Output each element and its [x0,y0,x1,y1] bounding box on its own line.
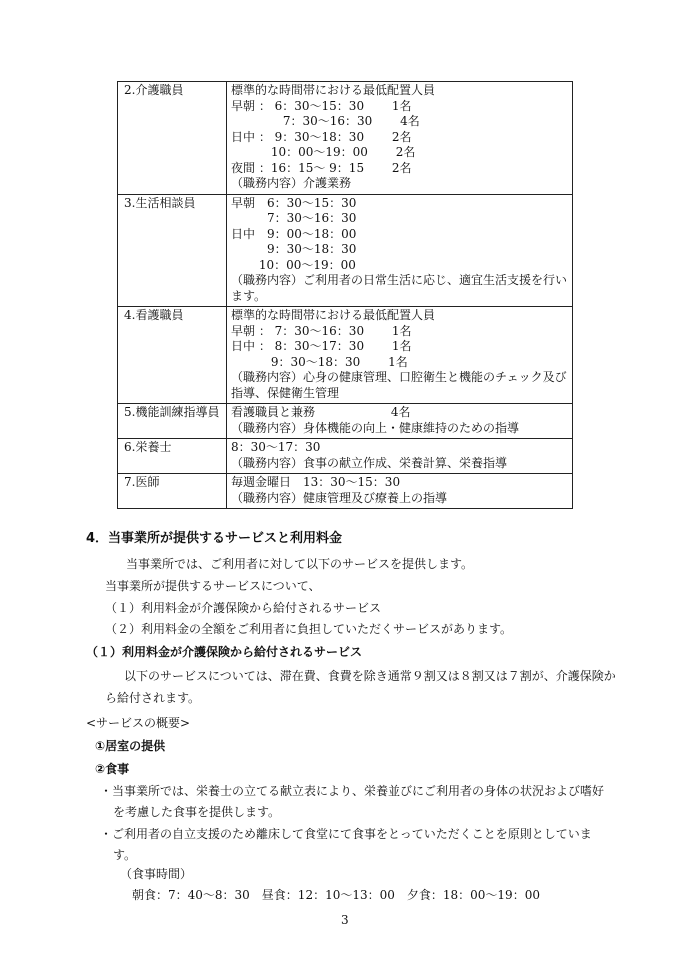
staff-row [118,307,573,404]
duty-line: 日中 9：00～18：00 [231,226,357,241]
duty-line: （職務内容）心身の健康管理、口腔衛生と機能のチェック及び指導、保健衛生管理 [231,370,567,400]
staff-role: 7.医師 [118,474,227,509]
staff-duties [227,439,573,474]
bullet-2-line2: す。 [113,848,137,862]
duty-line: 7：30～16：30 [231,211,357,225]
bullet-1-line2: を考慮した食事を提供します。 [113,805,281,819]
staff-duties [227,307,573,404]
duty-line: 10：00～19：00 2名 [231,145,416,159]
staff-role: 5.機能訓練指導員 [118,404,227,439]
duty-line: 9：30～18：30 [231,242,357,256]
duty-line: 早朝 ： 6：30～15：30 1名 [231,98,412,113]
staff-table [117,81,573,509]
duty-line: 8：30～17：30 [231,440,321,454]
staff-role: 2.介護職員 [118,82,227,195]
staff-role: 6.栄養士 [118,439,227,474]
subsection-1-text-line1: 以下のサービスについては、滞在費、食費を除き通常９割又は８割又は７割が、介護保険か [124,669,616,683]
duty-line: 標準的な時間帯における最低配置人員 [231,308,436,322]
meal-times: 朝食：7：40～8：30 昼食：12：10～13：00 夕食：18：00～19：00 [132,888,540,902]
service-room: ①居室の提供 [95,739,166,753]
duty-line: 早朝 6：30～15：30 [231,195,357,210]
staff-role: 4.看護職員 [118,307,227,404]
staff-row [118,404,573,439]
staff-duties [227,474,573,509]
service-category-1: （１）利用料金が介護保険から給付されるサービス [105,601,382,615]
intro-text-1: 当事業所では、ご利用者に対して以下のサービスを提供します。 [126,557,474,571]
duty-line: （職務内容）健康管理及び療養上の指導 [231,490,448,505]
service-overview-label: <サービスの概要> [86,716,191,730]
duty-line: 日中 ： 9：30～18：30 2名 [231,129,412,144]
duty-line: （職務内容）食事の献立作成、栄養計算、栄養指導 [231,455,508,470]
staff-duties [227,82,573,195]
duty-line: 標準的な時間帯における最低配置人員 [231,83,436,97]
bullet-1-line1: ・当事業所では、栄養士の立てる献立表により、栄養並びにご利用者の身体の状況および嗜好 [100,784,605,798]
page-number: 3 [341,913,349,927]
duty-line: 夜間 ：16：15～ 9：15 2名 [231,160,412,175]
duty-line: （職務内容）介護業務 [231,176,352,190]
staff-duties [227,404,573,439]
duty-line: 日中 ： 8：30～17：30 1名 [231,339,412,353]
duty-line: （職務内容）身体機能の向上・健康維持のための指導 [231,420,520,435]
duty-line: 7：30～16：30 4名 [231,114,420,128]
section-4-heading: 4．当事業所が提供するサービスと利用料金 [86,531,343,546]
staff-role: 3.生活相談員 [118,194,227,307]
bullet-2-line1: ・ご利用者の自立支援のため離床して食堂にて食事をとっていただくことを原則としていま [100,827,592,841]
service-category-2: （２）利用料金の全額をご利用者に負担していただくサービスがあります。 [105,622,513,636]
staff-row [118,439,573,474]
staff-row [118,82,573,195]
meal-time-label: （食事時間） [120,867,193,881]
duty-line: （職務内容）ご利用者の日常生活に応じ、適宜生活支援を行います。 [231,273,568,303]
duty-line: 毎週金曜日 13：30～15：30 [231,475,401,489]
staff-duties [227,194,573,307]
duty-line: 早朝 ： 7：30～16：30 1名 [231,323,412,338]
duty-line: 9：30～18：30 1名 [231,354,408,369]
service-meal: ②食事 [95,762,130,776]
subsection-1-text-line2: ら給付されます。 [105,691,201,705]
staff-row [118,474,573,509]
staff-row [118,194,573,307]
subsection-1-heading: （１）利用料金が介護保険から給付されるサービス [86,645,363,659]
intro-text-2: 当事業所が提供するサービスについて、 [105,579,321,593]
duty-line: 10：00～19：00 [231,257,356,272]
duty-line: 看護職員と兼務 4名 [231,405,411,419]
